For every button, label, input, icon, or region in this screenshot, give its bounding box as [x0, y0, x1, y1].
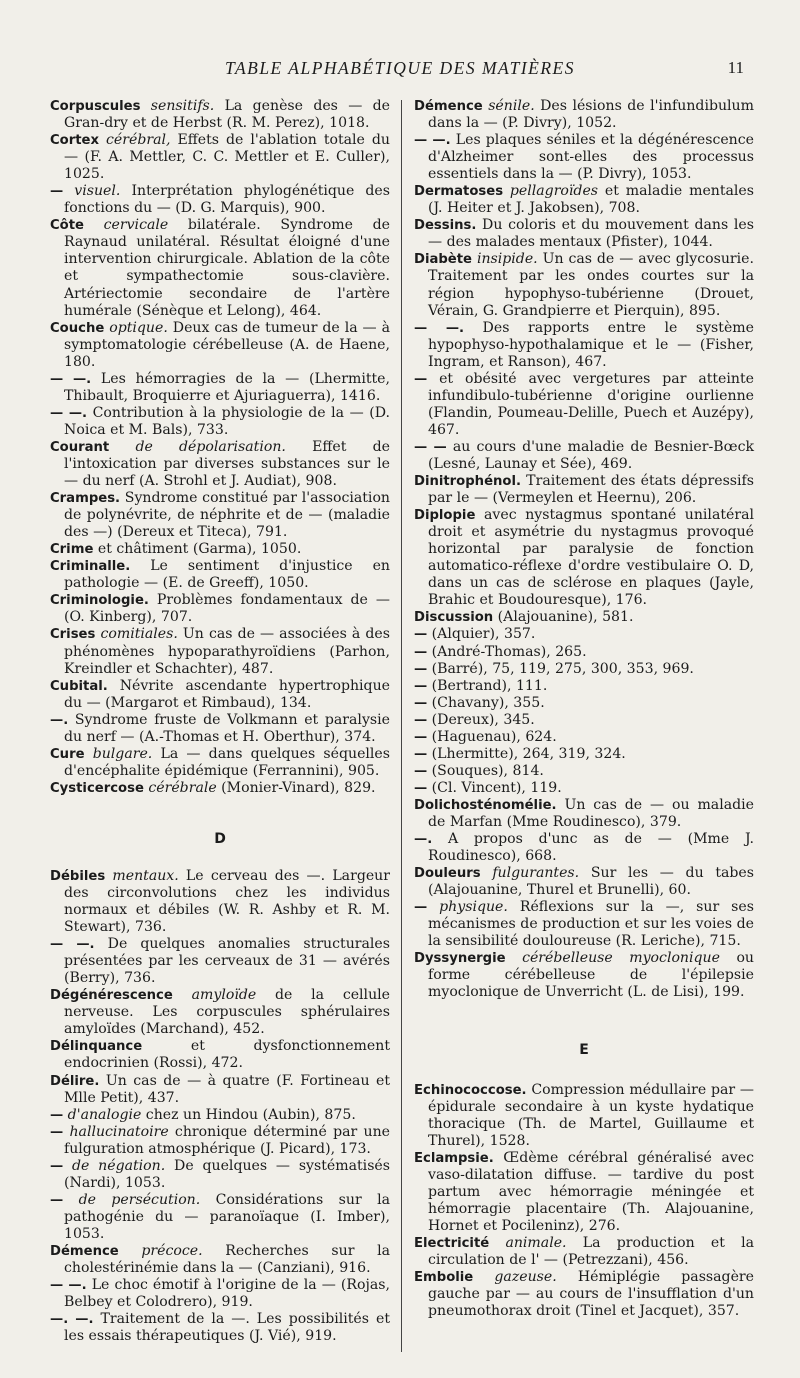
entry-headword: —	[50, 1192, 64, 1208]
index-entry	[414, 507, 754, 609]
index-entry	[414, 865, 754, 899]
index-entry	[50, 1073, 390, 1107]
index-entry	[414, 899, 754, 950]
entry-headword: — —	[414, 439, 447, 455]
entry-qualifier: amyloïde	[191, 987, 257, 1004]
entry-headword: — —.	[50, 937, 95, 953]
entry-headword: Dyssynergie	[414, 951, 506, 967]
index-entry	[414, 132, 754, 183]
entry-headword: —	[50, 1158, 64, 1174]
entry-headword: Crime	[50, 542, 94, 558]
index-entry	[50, 98, 390, 132]
entry-headword: Criminalle.	[50, 559, 131, 575]
index-entry	[414, 1082, 754, 1150]
index-entry	[50, 1124, 390, 1158]
entry-text: (Chavany), 355.	[427, 694, 545, 711]
entry-text: (Barré), 75, 119, 275, 300, 353, 969.	[427, 660, 694, 677]
index-entry	[414, 831, 754, 865]
entry-text: La — dans quelques séquelles d'encéphalite épidémique (Ferrannini), 905.	[64, 745, 390, 779]
index-entry	[50, 320, 390, 371]
entry-text: avec nystagmus spontané unilatéral droit et asymétrie du nystagmus provoqué horizontal par paralysie de fonction automatico-réflexe d'ordre vestibulaire O. D, dans un cas de sclérose en plaques (Jayle, Brahic et Boudouresque), 176.	[428, 507, 754, 609]
entry-headword: Corpuscules	[50, 99, 141, 114]
entry-headword: Discussion	[414, 610, 494, 626]
left-column	[50, 98, 390, 1345]
entry-headword: Délire.	[50, 1073, 100, 1089]
entries-e	[414, 1082, 754, 1321]
entry-qualifier: sénile.	[488, 98, 535, 114]
entry-headword: —	[414, 695, 428, 711]
entry-qualifier: cervicale	[103, 217, 169, 234]
entry-headword: Couche	[50, 320, 105, 336]
entry-headword: —	[414, 678, 428, 694]
index-entry	[414, 712, 754, 729]
entry-headword: —	[414, 371, 428, 387]
index-entry	[50, 371, 390, 405]
index-entry	[414, 695, 754, 712]
entry-qualifier: mentaux.	[112, 867, 179, 884]
entry-text: Des rapports entre le système hypophyso-hypothalamique et le — (Fisher, Ingram, et Ranson), 467.	[428, 319, 754, 370]
entry-qualifier: hallucinatoire	[69, 1123, 169, 1140]
index-entry	[50, 746, 390, 780]
index-entry	[414, 183, 754, 217]
entry-headword: Dermatoses	[414, 184, 504, 200]
entries-d-left	[50, 868, 390, 1345]
entry-headword: —	[50, 184, 64, 200]
index-entry	[414, 320, 754, 371]
entry-text: La production et la circulation de l' — (Petrezzani), 456.	[428, 1234, 754, 1268]
entry-text: Traitement des états dépressifs par le — (Vermeylen et Heernu), 206.	[428, 473, 754, 507]
entry-text: (Monier-Vinard), 829.	[216, 779, 376, 796]
index-entry	[414, 371, 754, 439]
entry-headword: Crampes.	[50, 491, 121, 507]
entry-headword: —.	[414, 832, 433, 848]
entry-headword: Embolie	[414, 1270, 474, 1286]
entry-text: Les hémorragies de la — (Lhermitte, Thibault, Broquierre et Ajuriaguerra), 1416.	[64, 370, 390, 404]
index-entry	[414, 661, 754, 678]
index-entry	[414, 678, 754, 695]
entry-headword: Electricité	[414, 1235, 490, 1251]
entry-text: Œdème cérébral généralisé avec vaso-dilatation diffuse. — tardive du post partum avec hémorragie méningée et hémorragie placentaire (Th. Alajouanine, Hornet et Pocileninz), 276.	[428, 1149, 754, 1234]
entry-text: Sur les — du tabes (Alajouanine, Thurel et Brunelli), 60.	[428, 865, 755, 899]
index-entry	[50, 1158, 390, 1192]
entry-text: Le choc émotif à l'origine de la — (Rojas, Belbey et Colodrero), 919.	[64, 1277, 390, 1311]
index-entry	[50, 780, 390, 797]
entry-text: (Dereux), 345.	[427, 711, 535, 728]
entry-text: et obésité avec vergetures par atteinte infundibulo-tubérienne d'origine ourlienne (Flandin, Poumeau-Delille, Puech et Auzépy), 467.	[427, 370, 754, 438]
entry-qualifier: de dépolarisation.	[135, 438, 286, 455]
index-entry	[414, 729, 754, 746]
entry-headword: —	[414, 729, 428, 745]
entry-qualifier: cérébelleuse myoclonique	[522, 950, 720, 967]
entry-qualifier: comitiales.	[100, 626, 178, 643]
index-entry	[414, 1150, 754, 1235]
index-entry	[50, 592, 390, 626]
entry-qualifier: bulgare.	[92, 745, 153, 762]
index-entry	[50, 541, 390, 558]
entry-headword: Diabète	[414, 252, 472, 268]
index-entry	[414, 473, 754, 507]
entry-text: et dysfonctionnement endocrinien (Rossi), 472.	[64, 1038, 390, 1072]
entry-headword: — —.	[50, 1278, 87, 1294]
entry-text: et maladie mentales (J. Heiter et J. Jakobsen), 708.	[428, 183, 755, 217]
index-entry	[50, 678, 390, 712]
entry-headword: —	[414, 644, 428, 660]
index-entry	[414, 746, 754, 763]
entry-text: Recherches sur la cholestérinémie dans la — (Canziani), 916.	[64, 1243, 390, 1277]
index-entry	[50, 1038, 390, 1072]
index-entry	[414, 609, 754, 626]
entry-qualifier: visuel.	[74, 183, 121, 200]
entry-qualifier: animale.	[505, 1234, 567, 1251]
entry-text: Du coloris et du mouvement dans les — des malades mentaux (Pfister), 1044.	[428, 217, 754, 251]
entry-headword: Eclampsie.	[414, 1150, 494, 1166]
index-entry	[50, 1277, 390, 1311]
entry-text: bilatérale. Syndrome de Raynaud unilatéral. Résultat éloigné d'une intervention chirurgicale. Ablation de la côte et sympathectomie sous-clavière. Artériectomie secondaire de l'artère humérale (Sénèque et Lelong), 464.	[64, 217, 390, 319]
entry-text: Le sentiment d'injustice en pathologie — (E. de Greeff), 1050.	[64, 558, 390, 592]
entry-text: (Lhermitte), 264, 319, 324.	[427, 745, 626, 762]
index-entry	[50, 217, 390, 319]
entry-headword: — —.	[50, 405, 88, 421]
index-entry	[50, 626, 390, 677]
entry-text: Un cas de — à quatre (F. Fortineau et Mlle Petit), 437.	[64, 1072, 390, 1106]
index-entry	[50, 405, 390, 439]
entry-text: Deux cas de tumeur de la — à symptomatologie cérébelleuse (A. de Haene, 180.	[64, 319, 390, 370]
entry-text: Contribution à la physiologie de la — (D. Noica et M. Bals), 733.	[64, 404, 390, 438]
entry-text: (Bertrand), 111.	[427, 677, 548, 694]
entry-headword: —	[414, 780, 428, 796]
entry-headword: — —.	[414, 133, 451, 149]
entry-headword: —	[50, 1124, 64, 1140]
entry-text: Effet de l'intoxication par diverses substances sur le — du nerf (A. Strohl et J. Audiat), 908.	[64, 438, 390, 490]
entry-qualifier: précoce.	[141, 1243, 203, 1259]
entry-headword: — —.	[414, 320, 465, 336]
index-entry	[414, 217, 754, 251]
index-entry	[414, 780, 754, 797]
entry-headword: Côte	[50, 218, 84, 234]
entry-qualifier: physique.	[439, 899, 508, 916]
index-entry	[414, 251, 754, 319]
entry-qualifier: sensitifs.	[150, 98, 215, 114]
entry-text: A propos d'unc as de — (Mme J. Roudinesco), 668.	[428, 831, 754, 865]
page-title: TABLE ALPHABÉTIQUE DES MATIÈRES	[225, 58, 575, 78]
index-entry	[50, 132, 390, 183]
page-number: 11	[727, 58, 744, 77]
index-entry	[50, 712, 390, 746]
entry-qualifier: cérébrale	[148, 779, 217, 796]
entry-headword: —	[414, 746, 428, 762]
entries-c	[50, 98, 390, 797]
entry-headword: —	[414, 763, 428, 779]
index-entry	[414, 950, 754, 1001]
entry-headword: Courant	[50, 439, 110, 455]
entry-headword: —. —.	[50, 1312, 94, 1328]
entry-headword: Diplopie	[414, 508, 476, 524]
entry-text: (Souques), 814.	[427, 762, 544, 779]
entry-qualifier: pellagroïdes	[509, 183, 599, 200]
entry-headword: Criminologie.	[50, 593, 149, 609]
entry-text: Compression médullaire par — épidurale secondaire à un kyste hydatique thoracique (Th. de Martel, Guillaume et Thurel), 1528.	[428, 1081, 754, 1149]
entry-headword: Crises	[50, 627, 96, 643]
entry-headword: Dinitrophénol.	[414, 474, 521, 490]
entry-headword: —	[414, 712, 428, 728]
entry-text: Les plaques séniles et la dégénérescence d'Alzheimer sont-elles des processus essentiels dans la — (P. Divry), 1053.	[428, 132, 754, 183]
entry-text: Interprétation phylogénétique des fonctions du — (D. G. Marquis), 900.	[64, 183, 390, 217]
entry-headword: Dolichosténomélie.	[414, 797, 557, 813]
index-entry	[50, 490, 390, 541]
entry-headword: Echinococcose.	[414, 1082, 527, 1098]
index-entry	[50, 868, 390, 936]
section-heading-d: D	[214, 830, 226, 847]
entry-qualifier: fulgurantes.	[492, 865, 580, 882]
index-entry	[50, 439, 390, 490]
entry-headword: —	[414, 627, 428, 643]
entry-headword: Délinquance	[50, 1039, 143, 1055]
entry-text: chronique déterminé par une fulguration atmosphérique (J. Picard), 173.	[64, 1123, 391, 1157]
entry-text: De quelques — systématisés (Nardi), 1053.	[64, 1157, 390, 1191]
entry-headword: Dessins.	[414, 218, 477, 234]
entry-text: (Alquier), 357.	[427, 626, 536, 643]
entry-qualifier: cérébral,	[106, 132, 171, 149]
entry-headword: —.	[50, 712, 69, 728]
entry-text: Syndrome constitué par l'association de polynévrite, de néphrite et de — (maladie des —) (Dereux et Titeca), 791.	[64, 490, 390, 541]
entry-qualifier: insipide.	[476, 251, 538, 268]
running-header	[52, 58, 748, 88]
entry-text: Un cas de — associées à des phénomènes hypoparathyroïdiens (Parhon, Kreindler et Schachter), 487.	[64, 626, 391, 677]
entry-text: Hémiplégie passagère gauche par — au cours de l'insufflation d'un pneumothorax droit (Tinel et Jacquet), 357.	[428, 1269, 754, 1320]
index-entry	[50, 936, 390, 987]
section-heading-e: E	[579, 1042, 589, 1059]
entry-text: Le cerveau des —. Largeur des circonvolutions chez les individus normaux et débiles (W. R. Ashby et R. M. Stewart), 736.	[64, 867, 390, 936]
entry-headword: —	[414, 900, 428, 916]
entry-qualifier: gazeuse.	[494, 1269, 557, 1286]
entry-headword: Dégénérescence	[50, 988, 173, 1004]
entry-headword: Douleurs	[414, 866, 481, 882]
entry-headword: Cubital.	[50, 678, 108, 694]
entry-headword: — —.	[50, 371, 92, 387]
entry-text: ou forme cérébelleuse de l'épilepsie myoclonique de Unverricht (L. de Lisi), 199.	[428, 950, 755, 1001]
index-entry	[50, 183, 390, 217]
index-entry	[50, 1311, 390, 1345]
entry-qualifier: de persécution.	[78, 1191, 201, 1208]
entry-text: Syndrome fruste de Volkmann et paralysie du nerf — (A.-Thomas et H. Oberthur), 374.	[64, 711, 390, 745]
entry-text: Problèmes fondamentaux de — (O. Kinberg), 707.	[64, 592, 390, 626]
index-entry	[50, 987, 390, 1038]
index-entry	[50, 1243, 390, 1277]
entry-text: Névrite ascendante hypertrophique du — (Margarot et Rimbaud), 134.	[64, 677, 390, 711]
entry-text: et châtiment (Garma), 1050.	[93, 541, 302, 558]
entry-text: au cours d'une maladie de Besnier-Bœck (Lesné, Launay et Sée), 469.	[428, 438, 755, 472]
index-entry	[414, 1235, 754, 1269]
entry-text: Un cas de — avec glycosurie. Traitement par les ondes courtes sur la région hypophyso-tubérienne (Drouet, Vérain, G. Grandpierre et Pierquin), 895.	[428, 251, 754, 319]
entry-headword: Cysticercose	[50, 780, 144, 796]
entry-headword: Démence	[50, 1244, 119, 1259]
entry-headword: Débiles	[50, 868, 106, 884]
index-entry	[414, 98, 754, 132]
column-divider	[401, 100, 402, 1352]
entry-text: La genèse des — de Gran-dry et de Herbst (R. M. Perez), 1018.	[64, 98, 390, 132]
entry-headword: —	[414, 661, 428, 677]
entry-text: De quelques anomalies structurales présentées par les cerveaux de 31 — avérés (Berry), 736.	[64, 936, 390, 987]
entry-text: Réflexions sur la —, sur ses mécanismes de production et sur les voies de la sensibilité douloureuse (R. Leriche), 715.	[428, 899, 754, 950]
index-entry	[414, 644, 754, 661]
entry-headword: Démence	[414, 99, 483, 114]
right-column	[414, 98, 754, 1320]
entry-text: Des lésions de l'infundibulum dans la — (P. Divry), 1052.	[428, 98, 755, 132]
entry-text: Traitement de la —. Les possibilités et les essais thérapeutiques (J. Vié), 919.	[64, 1311, 390, 1345]
index-entry	[50, 558, 390, 592]
entry-text: Un cas de — ou maladie de Marfan (Mme Roudinesco), 379.	[428, 796, 754, 830]
entry-text: Effets de l'ablation totale du — (F. A. Mettler, C. C. Mettler et E. Culler), 1025.	[64, 132, 391, 183]
entry-text: de la cellule nerveuse. Les corpuscules sphérulaires amyloïdes (Marchand), 452.	[64, 987, 390, 1038]
entry-qualifier: optique.	[109, 319, 168, 336]
index-entry	[50, 1107, 390, 1124]
entry-text: chez un Hindou (Aubin), 875.	[141, 1106, 356, 1123]
index-entry	[414, 763, 754, 780]
index-entry	[414, 626, 754, 643]
index-entry	[50, 1192, 390, 1243]
index-entry	[414, 797, 754, 831]
entry-headword: Cortex	[50, 133, 99, 149]
entry-text: Considérations sur la pathogénie du — paranoïaque (I. Imber), 1053.	[64, 1191, 391, 1242]
entry-text: (Cl. Vincent), 119.	[427, 779, 562, 796]
entry-headword: —	[50, 1107, 64, 1123]
index-entry	[414, 1269, 754, 1320]
index-entry	[414, 439, 754, 473]
entry-qualifier: d'analogie	[67, 1106, 142, 1123]
entries-d-right	[414, 98, 754, 1001]
entry-headword: Cure	[50, 746, 85, 762]
entry-qualifier: de négation.	[72, 1157, 166, 1174]
entry-text: (Alajouanine), 581.	[493, 609, 634, 626]
entry-text: (Haguenau), 624.	[427, 728, 557, 745]
entry-text: (André-Thomas), 265.	[427, 643, 587, 660]
